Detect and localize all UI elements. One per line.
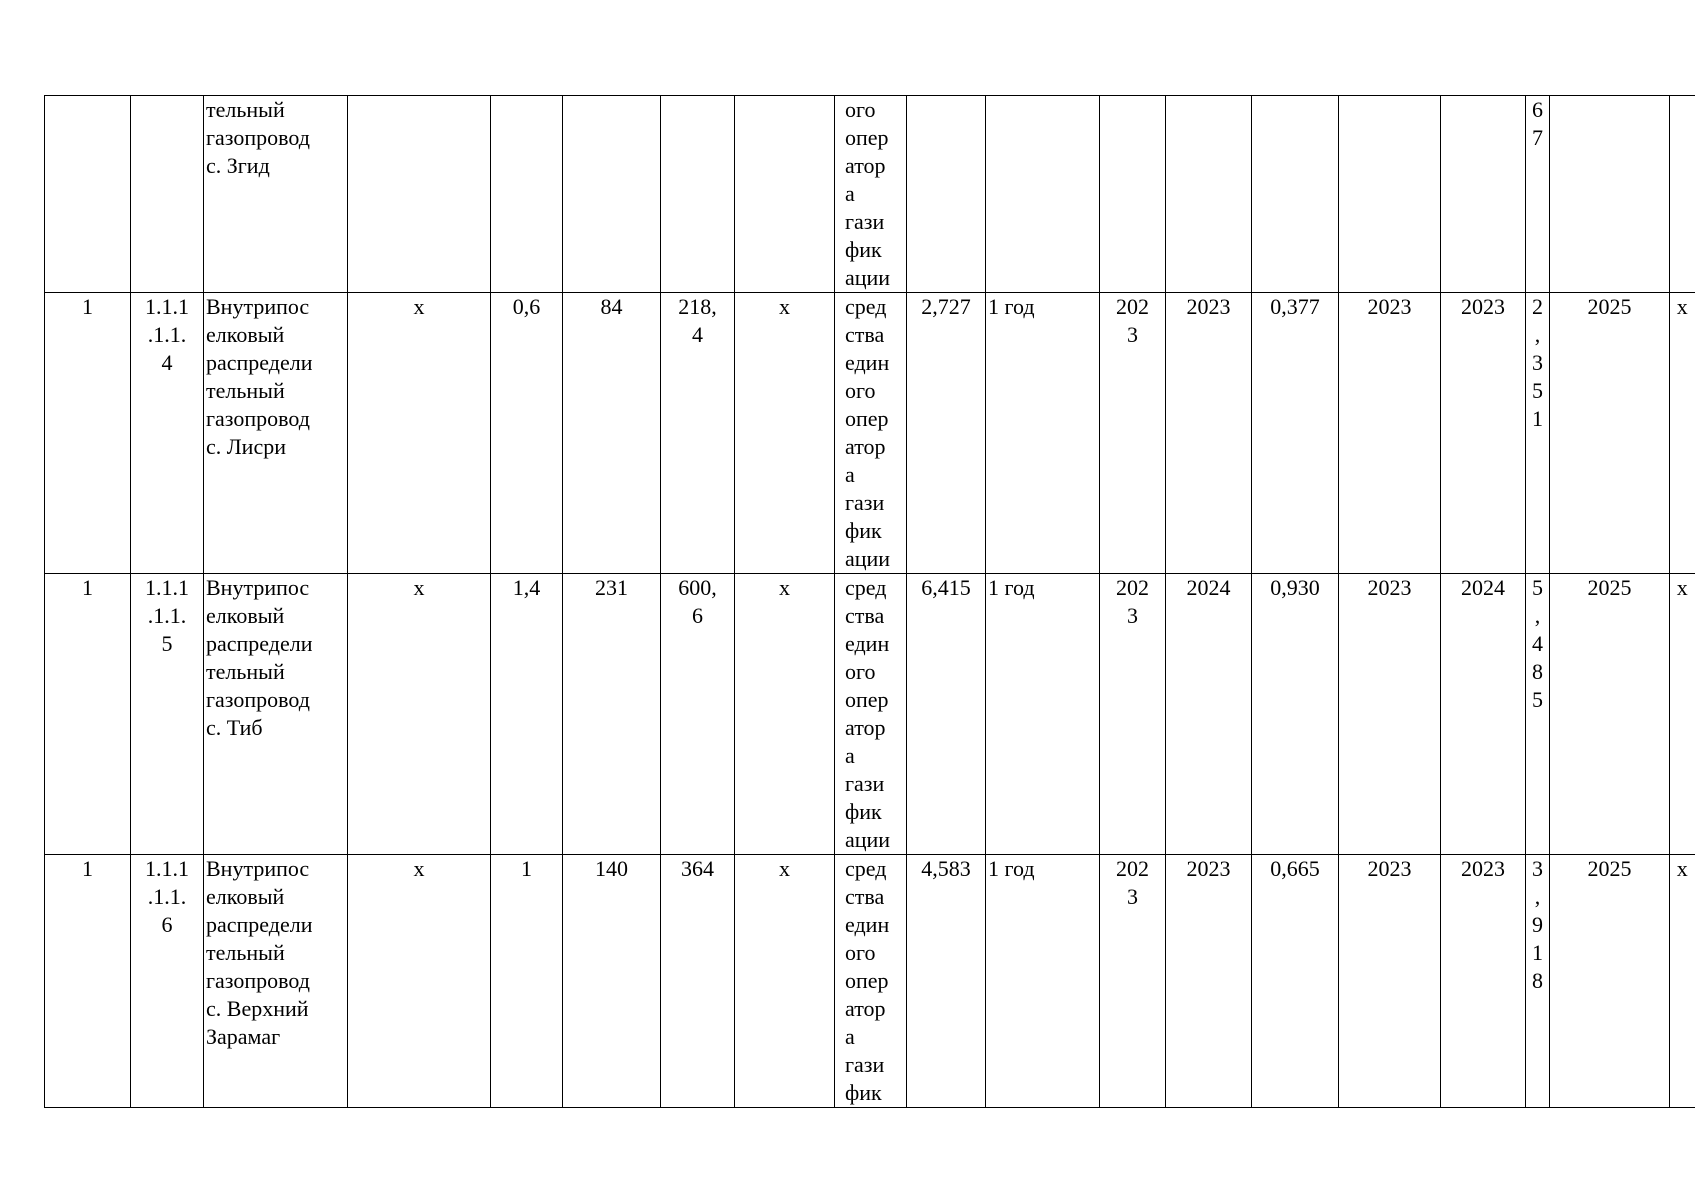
cell-object-name: Внутрипос елковый распредели тельный газопровод с. Верхний Зарамаг: [204, 855, 348, 1108]
cell-cost: 2,727: [907, 293, 986, 574]
table-row: [45, 855, 1695, 1108]
cell-object-name: Внутрипос елковый распредели тельный газопровод с. Тиб: [204, 574, 348, 855]
cell-col19: х: [1670, 293, 1695, 574]
cell-funding-source: сред ства един ого опер атор а гази фик ации: [835, 574, 907, 855]
cell-value-a: 0,665: [1252, 855, 1339, 1108]
cell-value-b: 5 , 4 8 5: [1526, 574, 1550, 855]
cell-value-b: 2 , 3 5 1: [1526, 293, 1550, 574]
cell-duration: [986, 96, 1100, 293]
cell-col19: [1670, 96, 1695, 293]
cell-index: [45, 96, 131, 293]
cell-length: 1: [491, 855, 563, 1108]
cell-col7: 218, 4: [661, 293, 735, 574]
cell-index: 1: [45, 574, 131, 855]
cell-col6: 231: [563, 574, 661, 855]
cell-value-a: 0,930: [1252, 574, 1339, 855]
cell-col4: [348, 96, 491, 293]
cell-year-d: [1441, 96, 1526, 293]
cell-length: [491, 96, 563, 293]
cell-year-e: 2025: [1550, 855, 1670, 1108]
cell-col6: 84: [563, 293, 661, 574]
cell-value-a: 0,377: [1252, 293, 1339, 574]
cell-length: 0,6: [491, 293, 563, 574]
cell-code: 1.1.1 .1.1. 4: [131, 293, 204, 574]
table-row: [45, 96, 1695, 293]
gas-pipeline-table: [44, 95, 1695, 1108]
cell-year-a: [1100, 96, 1166, 293]
cell-col7: 600, 6: [661, 574, 735, 855]
cell-cost: [907, 96, 986, 293]
cell-col4: х: [348, 293, 491, 574]
cell-col7: 364: [661, 855, 735, 1108]
cell-duration: 1 год: [986, 293, 1100, 574]
cell-year-d: 2023: [1441, 855, 1526, 1108]
cell-code: 1.1.1 .1.1. 5: [131, 574, 204, 855]
cell-index: 1: [45, 855, 131, 1108]
cell-object-name: тельный газопровод с. Згид: [204, 96, 348, 293]
cell-col6: [563, 96, 661, 293]
cell-funding-source: сред ства един ого опер атор а гази фик ации: [835, 293, 907, 574]
cell-year-c: 2023: [1339, 574, 1441, 855]
cell-value-a: [1252, 96, 1339, 293]
cell-col8: х: [735, 293, 835, 574]
cell-object-name: Внутрипос елковый распредели тельный газопровод с. Лисри: [204, 293, 348, 574]
cell-year-b: 2023: [1166, 293, 1252, 574]
cell-col6: 140: [563, 855, 661, 1108]
cell-year-c: 2023: [1339, 855, 1441, 1108]
table-row: [45, 293, 1695, 574]
cell-year-a: 202 3: [1100, 855, 1166, 1108]
cell-code: [131, 96, 204, 293]
cell-year-e: [1550, 96, 1670, 293]
cell-year-b: 2023: [1166, 855, 1252, 1108]
cell-funding-source: ого опер атор а гази фик ации: [835, 96, 907, 293]
cell-year-a: 202 3: [1100, 293, 1166, 574]
cell-year-b: [1166, 96, 1252, 293]
cell-duration: 1 год: [986, 574, 1100, 855]
cell-col8: х: [735, 574, 835, 855]
cell-col4: х: [348, 574, 491, 855]
cell-col19: х: [1670, 855, 1695, 1108]
cell-col19: х: [1670, 574, 1695, 855]
cell-duration: 1 год: [986, 855, 1100, 1108]
cell-year-e: 2025: [1550, 574, 1670, 855]
cell-col8: [735, 96, 835, 293]
cell-year-a: 202 3: [1100, 574, 1166, 855]
cell-length: 1,4: [491, 574, 563, 855]
cell-code: 1.1.1 .1.1. 6: [131, 855, 204, 1108]
cell-year-b: 2024: [1166, 574, 1252, 855]
cell-index: 1: [45, 293, 131, 574]
cell-cost: 4,583: [907, 855, 986, 1108]
cell-col4: х: [348, 855, 491, 1108]
cell-year-d: 2023: [1441, 293, 1526, 574]
cell-year-d: 2024: [1441, 574, 1526, 855]
cell-year-c: [1339, 96, 1441, 293]
cell-col8: х: [735, 855, 835, 1108]
cell-year-e: 2025: [1550, 293, 1670, 574]
cell-cost: 6,415: [907, 574, 986, 855]
cell-value-b: 3 , 9 1 8: [1526, 855, 1550, 1108]
cell-funding-source: сред ства един ого опер атор а гази фик: [835, 855, 907, 1108]
cell-year-c: 2023: [1339, 293, 1441, 574]
cell-col7: [661, 96, 735, 293]
cell-value-b: 6 7: [1526, 96, 1550, 293]
table-row: [45, 574, 1695, 855]
